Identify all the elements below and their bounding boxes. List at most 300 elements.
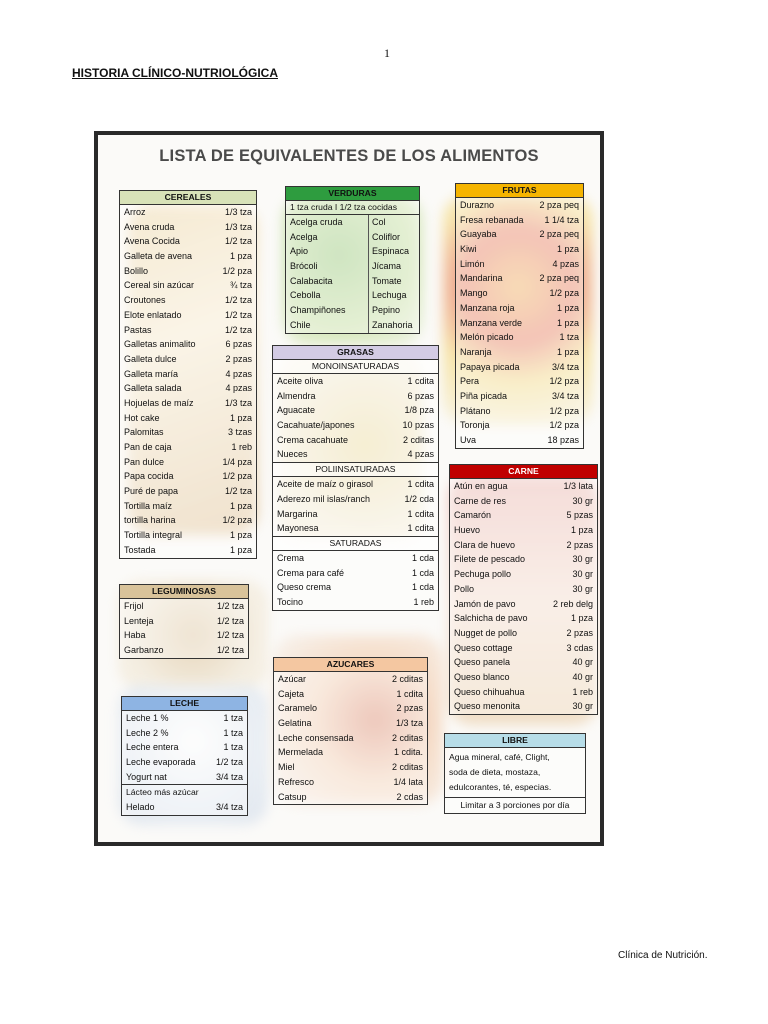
food-portion: 2 pzas (396, 703, 423, 714)
food-portion: 1 cda (411, 567, 434, 578)
food-row (274, 731, 427, 746)
food-name: Gelatina (278, 718, 312, 729)
food-row (120, 396, 256, 411)
vegetable-name: Espinaca (368, 244, 415, 259)
vegetable-name: Jícama (368, 259, 415, 274)
food-portion: 2 cditas (391, 674, 423, 684)
food-name: Almendra (277, 390, 316, 401)
food-name: Tortilla integral (124, 530, 183, 541)
food-portion: 1/2 tza (224, 309, 252, 320)
food-name: Filete de pescado (454, 554, 526, 565)
vegetable-name: Zanahoria (368, 318, 415, 333)
food-portion: 1/2 pza (222, 265, 252, 276)
food-row (120, 643, 248, 658)
food-name: Arroz (124, 207, 146, 217)
food-portion: 1 pza (229, 412, 252, 423)
food-name: Uva (460, 435, 477, 445)
food-row (450, 552, 597, 567)
food-portion: 1 pza (556, 317, 579, 328)
food-name: Limón (460, 258, 485, 269)
food-row (273, 389, 438, 404)
food-portion: 1/2 pza (549, 376, 579, 387)
food-name: Crema cacahuate (277, 434, 349, 445)
libre-line: soda de dieta, mostaza, (449, 767, 541, 777)
food-row (450, 582, 597, 597)
food-name: Mermelada (278, 747, 324, 758)
food-row (122, 711, 247, 726)
food-row (273, 418, 438, 433)
page-footer: Clínica de Nutrición. (618, 950, 708, 961)
food-row (273, 477, 438, 492)
food-name: Aderezo mil islas/ranch (277, 493, 371, 504)
food-portion: 1 reb (413, 596, 434, 607)
food-portion: 2 pzas (225, 353, 252, 364)
food-name: Leche consensada (278, 732, 354, 743)
saturadas-rows (273, 551, 438, 610)
food-row (456, 242, 583, 257)
food-name: Mandarina (460, 273, 503, 284)
food-name: Piña picada (460, 390, 508, 401)
food-portion: 40 gr (572, 657, 593, 668)
food-row (273, 447, 438, 462)
poliinsaturadas-label: POLIINSATURADAS (273, 462, 438, 477)
carne-table (449, 464, 598, 715)
food-portion: 1/2 tza (216, 615, 244, 626)
cereales-table (119, 190, 257, 559)
leche-table (121, 696, 248, 816)
food-name: Clara de huevo (454, 539, 516, 550)
food-portion: 18 pzas (547, 435, 579, 445)
food-name: Pastas (124, 324, 152, 335)
food-portion: 1/3 lata (563, 481, 593, 491)
food-portion: 1/2 pza (222, 515, 252, 526)
food-name: Queso menonita (454, 701, 521, 712)
food-row (274, 760, 427, 775)
food-portion: 2 pza peq (539, 200, 579, 210)
food-portion: 1 tza (223, 727, 243, 738)
vegetable-name: Calabacita (290, 275, 333, 286)
food-portion: 1 tza (223, 742, 243, 753)
food-name: Garbanzo (124, 645, 164, 656)
vegetable-name: Col (368, 215, 415, 230)
food-name: Frijol (124, 601, 144, 611)
vegetable-name: Acelga cruda (290, 217, 343, 227)
food-portion: 1 reb (572, 686, 593, 697)
vegetable-name: Pepino (368, 303, 415, 318)
food-name: Puré de papa (124, 486, 179, 497)
food-row (450, 538, 597, 553)
food-name: Cereal sin azúcar (124, 280, 195, 291)
food-row (273, 521, 438, 536)
vegetable-name: Chile (290, 319, 311, 330)
food-portion: 30 gr (572, 583, 593, 594)
food-row (456, 404, 583, 419)
food-row (120, 484, 256, 499)
food-name: Cacahuate/japones (277, 420, 355, 431)
food-row (273, 580, 438, 595)
food-portion: 1 tza (223, 713, 243, 723)
food-row (120, 381, 256, 396)
food-name: Caramelo (278, 703, 318, 714)
food-portion: 30 gr (572, 554, 593, 565)
food-row (120, 543, 256, 558)
food-portion: 1/4 lata (393, 776, 423, 787)
food-portion: 1 cdita (407, 376, 434, 386)
food-name: Galleta salada (124, 383, 182, 394)
food-row (120, 249, 256, 264)
food-row (273, 403, 438, 418)
food-row (456, 330, 583, 345)
food-row (120, 323, 256, 338)
food-name: Croutones (124, 295, 166, 306)
food-name: Toronja (460, 420, 490, 431)
food-portion: 5 pzas (566, 510, 593, 521)
azucares-header: AZUCARES (274, 658, 427, 672)
food-name: Queso blanco (454, 671, 510, 682)
food-portion: 1 reb (231, 442, 252, 452)
food-name: Helado (126, 802, 155, 813)
azucares-rows (274, 672, 427, 804)
food-portion: 1 pza (556, 302, 579, 313)
food-row (273, 551, 438, 566)
verduras-note: 1 tza cruda I 1/2 tza cocidas (286, 201, 419, 215)
food-portion: 1 cdita (407, 479, 434, 490)
food-portion: 1 pza (570, 525, 593, 536)
food-name: Galletas animalito (124, 339, 196, 350)
vegetable-name: Brócoli (290, 261, 318, 272)
food-name: Yogurt nat (126, 771, 167, 782)
food-name: Leche 2 % (126, 727, 169, 738)
food-row (456, 345, 583, 360)
food-name: Carne de res (454, 495, 507, 506)
food-row (273, 566, 438, 581)
food-portion: 6 pzas (407, 390, 434, 401)
poliinsaturadas-rows (273, 477, 438, 536)
food-portion: 1 pza (229, 500, 252, 511)
food-name: Cajeta (278, 688, 305, 699)
food-row (120, 513, 256, 528)
food-row (122, 755, 247, 770)
vegetable-row (286, 318, 419, 333)
food-portion: 1/8 pza (404, 405, 434, 416)
food-name: Manzana roja (460, 302, 515, 313)
food-row (120, 308, 256, 323)
food-row (456, 301, 583, 316)
food-name: Manzana verde (460, 317, 523, 328)
vegetable-row (286, 288, 419, 303)
food-portion: 3/4 tza (551, 361, 579, 372)
vegetable-row (286, 230, 419, 245)
food-name: Galleta de avena (124, 251, 193, 262)
food-row (456, 418, 583, 433)
frutas-rows (456, 198, 583, 448)
food-name: Aguacate (277, 405, 316, 416)
food-row (274, 701, 427, 716)
food-row (273, 492, 438, 507)
food-row (120, 220, 256, 235)
vegetable-row (286, 244, 419, 259)
food-portion: 2 cditas (391, 762, 423, 773)
leguminosas-header: LEGUMINOSAS (120, 585, 248, 599)
food-portion: 2 pzas (566, 539, 593, 550)
vegetable-name: Coliflor (368, 230, 415, 245)
food-portion: 3 cdas (566, 642, 593, 653)
monoinsaturadas-label: MONOINSATURADAS (273, 360, 438, 374)
vegetable-name: Champiñones (290, 305, 346, 316)
food-portion: 1/2 pza (549, 420, 579, 431)
food-name: tortilla harina (124, 515, 176, 526)
food-row (120, 205, 256, 220)
food-portion: 1/2 pza (549, 288, 579, 299)
food-name: Galleta dulce (124, 353, 177, 364)
food-name: Haba (124, 630, 146, 641)
food-row (456, 316, 583, 331)
food-name: Bolillo (124, 265, 149, 276)
frutas-header: FRUTAS (456, 184, 583, 198)
leguminosas-rows (120, 599, 248, 658)
food-portion: 1 pza (556, 346, 579, 357)
food-row (274, 716, 427, 731)
food-name: Queso panela (454, 657, 511, 668)
food-portion: 2 cditas (391, 732, 423, 743)
food-portion: 1 pza (229, 544, 252, 555)
food-name: Nugget de pollo (454, 627, 518, 638)
food-name: Avena cruda (124, 221, 175, 232)
libre-table (444, 733, 586, 814)
food-row (274, 790, 427, 805)
food-portion: 1/2 cda (404, 493, 434, 504)
food-portion: 1 cda (411, 552, 434, 563)
food-row (450, 685, 597, 700)
food-row (122, 740, 247, 755)
verduras-header: VERDURAS (286, 187, 419, 201)
food-row (450, 479, 597, 494)
vegetable-row (286, 215, 419, 230)
food-portion: 10 pzas (402, 420, 434, 431)
food-portion: 6 pzas (225, 339, 252, 350)
food-name: Mayonesa (277, 523, 319, 534)
frutas-table (455, 183, 584, 449)
food-name: Catsup (278, 791, 307, 802)
food-name: Salchicha de pavo (454, 613, 528, 624)
food-portion: 1 1/4 tza (544, 214, 579, 225)
food-name: Tostada (124, 544, 156, 555)
food-name: Hojuelas de maíz (124, 397, 194, 408)
food-name: Papa cocida (124, 471, 174, 482)
food-row (120, 264, 256, 279)
food-name: Jamón de pavo (454, 598, 516, 609)
food-name: Elote enlatado (124, 309, 182, 320)
food-portion: 4 pzas (225, 368, 252, 379)
food-portion: 2 pza peq (539, 273, 579, 284)
food-row (456, 360, 583, 375)
food-name: Pan de caja (124, 442, 172, 452)
food-portion: 4 pzas (225, 383, 252, 394)
vegetable-row (286, 303, 419, 318)
food-row (273, 433, 438, 448)
food-row (120, 528, 256, 543)
food-portion: 3/4 tza (215, 771, 243, 782)
food-name: Aceite de maíz o girasol (277, 479, 374, 490)
poster-title: LISTA DE EQUIVALENTES DE LOS ALIMENTOS (159, 147, 539, 165)
food-portion: 1/2 tza (216, 645, 244, 656)
leche-rows (122, 711, 247, 784)
food-row (274, 745, 427, 760)
food-portion: 1 cdita (407, 508, 434, 519)
food-portion: 3/4 tza (215, 802, 243, 813)
vegetable-row (286, 259, 419, 274)
food-name: Leche 1 % (126, 713, 169, 723)
food-row (450, 670, 597, 685)
food-row (122, 726, 247, 741)
food-row (120, 234, 256, 249)
food-name: Queso cottage (454, 642, 513, 653)
carne-header: CARNE (450, 465, 597, 479)
leche-sublabel: Lácteo más azúcar (122, 784, 247, 800)
food-portion: 2 reb delg (552, 598, 593, 609)
leguminosas-table (119, 584, 249, 659)
food-row (273, 507, 438, 522)
food-row (122, 770, 247, 785)
cereales-header: CEREALES (120, 191, 256, 205)
food-name: Queso chihuahua (454, 686, 525, 697)
food-name: Naranja (460, 346, 492, 357)
libre-footer: Limitar a 3 porciones por día (445, 797, 585, 813)
food-portion: 2 pza peq (539, 229, 579, 240)
libre-header: LIBRE (445, 734, 585, 748)
food-name: Pera (460, 376, 480, 387)
food-row (273, 595, 438, 610)
cereales-rows (120, 205, 256, 558)
food-name: Nueces (277, 449, 308, 460)
saturadas-label: SATURADAS (273, 536, 438, 551)
food-portion: 1 pza (229, 251, 252, 262)
food-row (120, 499, 256, 514)
food-row (120, 469, 256, 484)
food-row (456, 271, 583, 286)
food-portion: 1/3 tza (224, 207, 252, 217)
food-portion: 2 cdas (396, 791, 423, 802)
food-name: Fresa rebanada (460, 214, 524, 225)
food-name: Mango (460, 288, 488, 299)
food-row (120, 411, 256, 426)
food-portion: 1 cdita. (393, 747, 423, 758)
food-row (120, 628, 248, 643)
food-name: Leche entera (126, 742, 179, 753)
food-name: Crema para café (277, 567, 345, 578)
food-row (450, 567, 597, 582)
food-row (450, 641, 597, 656)
food-name: Avena Cocida (124, 236, 180, 247)
food-row (450, 611, 597, 626)
food-row (122, 800, 247, 815)
food-portion: 30 gr (572, 569, 593, 580)
libre-text (445, 748, 585, 797)
grasas-table (272, 345, 439, 611)
food-row (120, 425, 256, 440)
azucares-table (273, 657, 428, 805)
food-row (120, 599, 248, 614)
food-name: Melón picado (460, 332, 514, 343)
food-portion: 1 cda (411, 582, 434, 593)
food-portion: 1/2 pza (222, 471, 252, 482)
food-portion: 1/2 tza (224, 486, 252, 497)
food-portion: 1/2 tza (216, 630, 244, 641)
vegetable-name: Acelga (290, 231, 318, 242)
leche-header: LECHE (122, 697, 247, 711)
food-portion: 1/4 pza (222, 456, 252, 467)
food-row (456, 257, 583, 272)
food-row (120, 455, 256, 470)
food-portion: 1 pza (556, 244, 579, 255)
food-name: Tortilla maíz (124, 500, 173, 511)
food-row (120, 293, 256, 308)
libre-line: edulcorantes, té, especias. (449, 782, 552, 792)
food-row (450, 597, 597, 612)
food-row (274, 672, 427, 687)
food-equivalents-poster (94, 131, 604, 846)
food-name: Margarina (277, 508, 318, 519)
food-portion: 2 pzas (566, 627, 593, 638)
food-name: Pan dulce (124, 456, 165, 467)
food-row (450, 494, 597, 509)
page-number: 1 (384, 46, 390, 60)
food-name: Atún en agua (454, 481, 508, 491)
food-row (120, 440, 256, 455)
food-name: Azúcar (278, 674, 307, 684)
food-name: Plátano (460, 405, 491, 416)
grasas-header: GRASAS (273, 346, 438, 360)
verduras-rows (286, 215, 419, 333)
food-row (456, 389, 583, 404)
food-row (120, 337, 256, 352)
food-name: Galleta maría (124, 368, 179, 379)
food-row (120, 614, 248, 629)
food-name: Camarón (454, 510, 492, 521)
food-portion: 3/4 tza (551, 390, 579, 401)
food-name: Hot cake (124, 412, 160, 423)
food-name: Aceite oliva (277, 376, 324, 386)
food-name: Durazno (460, 200, 495, 210)
document-title: HISTORIA CLÍNICO-NUTRIOLÓGICA (72, 66, 278, 80)
vegetable-name: Apio (290, 246, 309, 257)
food-portion: 1/2 pza (549, 405, 579, 416)
food-name: Queso crema (277, 582, 332, 593)
food-portion: 1/3 tza (224, 397, 252, 408)
leche-extra-rows (122, 800, 247, 815)
food-portion: ¾ tza (229, 280, 252, 291)
food-name: Pechuga pollo (454, 569, 512, 580)
food-row (450, 699, 597, 714)
food-portion: 1 pza (570, 613, 593, 624)
food-portion: 2 cditas (402, 434, 434, 445)
food-row (273, 374, 438, 389)
vegetable-name: Cebolla (290, 290, 321, 301)
libre-line: Agua mineral, café, Clight, (449, 752, 550, 762)
food-row (120, 367, 256, 382)
food-name: Papaya picada (460, 361, 520, 372)
food-name: Miel (278, 762, 295, 773)
food-row (274, 687, 427, 702)
food-portion: 1/2 tza (224, 236, 252, 247)
food-portion: 1/3 tza (395, 718, 423, 729)
food-row (274, 775, 427, 790)
food-portion: 40 gr (572, 671, 593, 682)
food-portion: 1/2 tza (216, 601, 244, 611)
food-name: Pollo (454, 583, 475, 594)
food-name: Palomitas (124, 427, 164, 438)
food-row (456, 374, 583, 389)
